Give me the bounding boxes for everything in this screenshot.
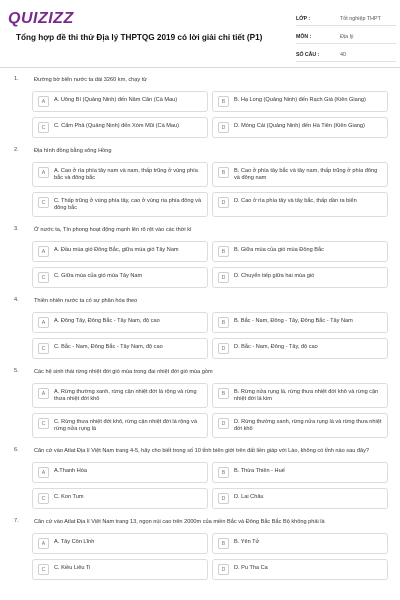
option-letter: B: [218, 96, 229, 107]
option-letter: A: [38, 538, 49, 549]
option-d[interactable]: [212, 192, 388, 217]
question-head: [0, 518, 400, 526]
question-head: [0, 226, 400, 234]
option-letter: C: [38, 197, 49, 208]
option-letter: A: [38, 96, 49, 107]
question-4: [0, 297, 400, 359]
option-letter: A: [38, 388, 49, 399]
option-letter: D: [218, 418, 229, 429]
option-text: C. Thấp trũng ở vùng phía tây, cao ở vùng rìa phía đông và đông bắc: [54, 198, 202, 211]
option-letter: B: [218, 317, 229, 328]
option-text: B. Thừa Thiên - Huế: [234, 468, 285, 474]
option-text: C. Rừng thưa nhiệt đới khô, rừng cận nhiệt đới lá rộng và rừng nửa rụng lá: [54, 419, 197, 432]
option-letter: C: [38, 343, 49, 354]
option-text: B. Yên Tử: [234, 539, 260, 545]
option-b[interactable]: [212, 383, 388, 408]
option-text: B. Hạ Long (Quảng Ninh) đến Rạch Giá (Kiên Giang): [234, 97, 366, 103]
option-text: D. Móng Cái (Quảng Ninh) đến Hà Tiên (Kiên Giang): [234, 123, 365, 129]
option-grid: [0, 383, 400, 438]
option-b[interactable]: [212, 462, 388, 483]
option-letter: C: [38, 493, 49, 504]
option-grid: [0, 162, 400, 217]
option-grid: [0, 312, 400, 359]
option-b[interactable]: [212, 312, 388, 333]
question-number: 1.: [14, 76, 19, 82]
option-letter: C: [38, 122, 49, 133]
option-text: C. Kon Tum: [54, 494, 84, 500]
option-text: A.Thanh Hóa: [54, 468, 87, 474]
option-a[interactable]: [32, 383, 208, 408]
option-text: A. Tây Côn Lĩnh: [54, 539, 95, 545]
option-a[interactable]: [32, 462, 208, 483]
meta-label: MÔN :: [296, 33, 312, 40]
option-c[interactable]: [32, 338, 208, 359]
option-b[interactable]: [212, 533, 388, 554]
option-c[interactable]: [32, 267, 208, 288]
meta-row-count: [296, 48, 396, 62]
question-text: Các hệ sinh thái rừng nhiệt đới gió mùa trong đai nhiệt đới gió mùa gồm: [34, 369, 213, 375]
option-b[interactable]: [212, 162, 388, 187]
meta-value: Tốt nghiệp THPT: [340, 15, 381, 22]
option-text: C. Bắc - Nam, Đông Bắc - Tây Nam, độ cao: [54, 344, 163, 350]
option-text: A. Uông Bí (Quảng Ninh) đến Năm Căn (Cà Mau): [54, 97, 178, 103]
option-text: C. Cẩm Phả (Quảng Ninh) đến Xóm Mũi (Cà Mau): [54, 123, 179, 129]
option-text: D. Rừng thường xanh, rừng nửa rụng lá và rừng thưa nhiệt đới khô: [234, 419, 382, 432]
question-text: Căn cứ vào Atlat Địa lí Việt Nam trang 13, ngọn núi cao trên 2000m của miền Bắc và Đông Bắc Bắc Bộ không phải là: [34, 519, 325, 525]
option-a[interactable]: [32, 312, 208, 333]
option-c[interactable]: [32, 413, 208, 438]
option-letter: B: [218, 167, 229, 178]
question-number: 6.: [14, 447, 19, 453]
option-letter: D: [218, 272, 229, 283]
question-text: Căn cứ vào Atlat Địa lí Việt Nam trang 4-5, hãy cho biết trong số 10 tỉnh biên giới trên đất liền giáp với Lào, không có tỉnh nào sau đây?: [34, 448, 369, 454]
option-text: B. Giữa mùa của gió mùa Đông Bắc: [234, 247, 324, 253]
meta-row-subject: [296, 30, 396, 44]
question-1: [0, 76, 400, 138]
question-head: [0, 297, 400, 305]
option-letter: D: [218, 343, 229, 354]
question-number: 5.: [14, 368, 19, 374]
option-letter: C: [38, 272, 49, 283]
option-text: D. Pu Tha Ca: [234, 565, 268, 571]
option-text: D. Chuyển tiếp giữa hai mùa gió: [234, 273, 315, 279]
option-text: B. Cao ở phía tây bắc và tây nam, thấp trũng ở phía đông và đông nam: [234, 168, 378, 181]
option-letter: A: [38, 246, 49, 257]
option-letter: A: [38, 167, 49, 178]
question-head: [0, 147, 400, 155]
option-text: D. Bắc - Nam, Đông - Tây, độ cao: [234, 344, 318, 350]
option-text: B. Rừng nửa rụng lá, rừng thưa nhiệt đới khô và rừng cận nhiệt đới lá kim: [234, 389, 379, 402]
option-letter: A: [38, 467, 49, 478]
option-c[interactable]: [32, 488, 208, 509]
option-letter: B: [218, 538, 229, 549]
option-letter: C: [38, 418, 49, 429]
question-3: [0, 226, 400, 288]
question-head: [0, 447, 400, 455]
option-letter: D: [218, 197, 229, 208]
option-a[interactable]: [32, 241, 208, 262]
option-c[interactable]: [32, 559, 208, 580]
option-a[interactable]: [32, 533, 208, 554]
meta-row-class: [296, 12, 396, 26]
option-grid: [0, 241, 400, 288]
meta-label: SỐ CÂU :: [296, 51, 320, 58]
option-grid: [0, 91, 400, 138]
option-d[interactable]: [212, 488, 388, 509]
question-5: [0, 368, 400, 438]
worksheet-header: [0, 0, 400, 64]
option-a[interactable]: [32, 91, 208, 112]
option-text: D. Cao ở rìa phía tây và tây bắc, thấp dần ra biển: [234, 198, 357, 204]
option-text: A. Đầu mùa gió Đông Bắc, giữa mùa gió Tây Nam: [54, 247, 179, 253]
option-b[interactable]: [212, 241, 388, 262]
question-number: 2.: [14, 147, 19, 153]
option-d[interactable]: [212, 338, 388, 359]
quizizz-logo: QUIZIZZ: [8, 10, 74, 27]
option-c[interactable]: [32, 117, 208, 138]
question-7: [0, 518, 400, 580]
question-number: 7.: [14, 518, 19, 524]
option-d[interactable]: [212, 117, 388, 138]
worksheet-title: Tổng hợp đề thi thử Địa lý THPTQG 2019 có lời giải chi tiết (P1): [16, 33, 263, 42]
option-d[interactable]: [212, 267, 388, 288]
option-letter: D: [218, 122, 229, 133]
option-grid: [0, 462, 400, 509]
option-letter: A: [38, 317, 49, 328]
question-text: Đường bờ biển nước ta dài 3260 km, chạy từ: [34, 77, 148, 83]
option-text: B. Bắc - Nam, Đông - Tây, Đông Bắc - Tây Nam: [234, 318, 353, 324]
option-letter: B: [218, 246, 229, 257]
question-6: [0, 447, 400, 509]
question-text: Thiên nhiên nước ta có sự phân hóa theo: [34, 298, 138, 304]
option-text: A. Rừng thường xanh, rừng cận nhiệt đới lá rộng và rừng thưa nhiệt đới khô: [54, 389, 197, 402]
option-text: D. Lai Châu: [234, 494, 264, 500]
question-head: [0, 368, 400, 376]
meta-label: LỚP :: [296, 15, 311, 22]
option-a[interactable]: [32, 162, 208, 187]
question-list: [0, 76, 400, 589]
option-d[interactable]: [212, 413, 388, 438]
option-text: C. Giữa mùa của gió mùa Tây Nam: [54, 273, 143, 279]
option-text: C. Kiều Liêu Ti: [54, 565, 91, 571]
meta-value: Địa lý: [340, 33, 354, 40]
option-letter: D: [218, 564, 229, 575]
question-text: Ở nước ta, Tín phong hoạt động mạnh lên rõ rệt vào các thời kì: [34, 227, 192, 233]
question-number: 3.: [14, 226, 19, 232]
header-divider: [0, 67, 400, 68]
option-grid: [0, 533, 400, 580]
option-b[interactable]: [212, 91, 388, 112]
option-letter: B: [218, 388, 229, 399]
option-d[interactable]: [212, 559, 388, 580]
question-head: [0, 76, 400, 84]
question-number: 4.: [14, 297, 19, 303]
option-letter: C: [38, 564, 49, 575]
option-c[interactable]: [32, 192, 208, 217]
question-text: Địa hình đồng bằng sông Hồng: [34, 148, 112, 154]
option-text: A. Đông Tây, Đông Bắc - Tây Nam, độ cao: [54, 318, 160, 324]
option-text: A. Cao ở rìa phía tây nam và nam, thấp trũng ở vùng phía bắc và đông bắc: [54, 168, 198, 181]
worksheet-meta: [296, 12, 396, 66]
option-letter: D: [218, 493, 229, 504]
question-2: [0, 147, 400, 217]
option-letter: B: [218, 467, 229, 478]
meta-value: 40: [340, 51, 346, 58]
